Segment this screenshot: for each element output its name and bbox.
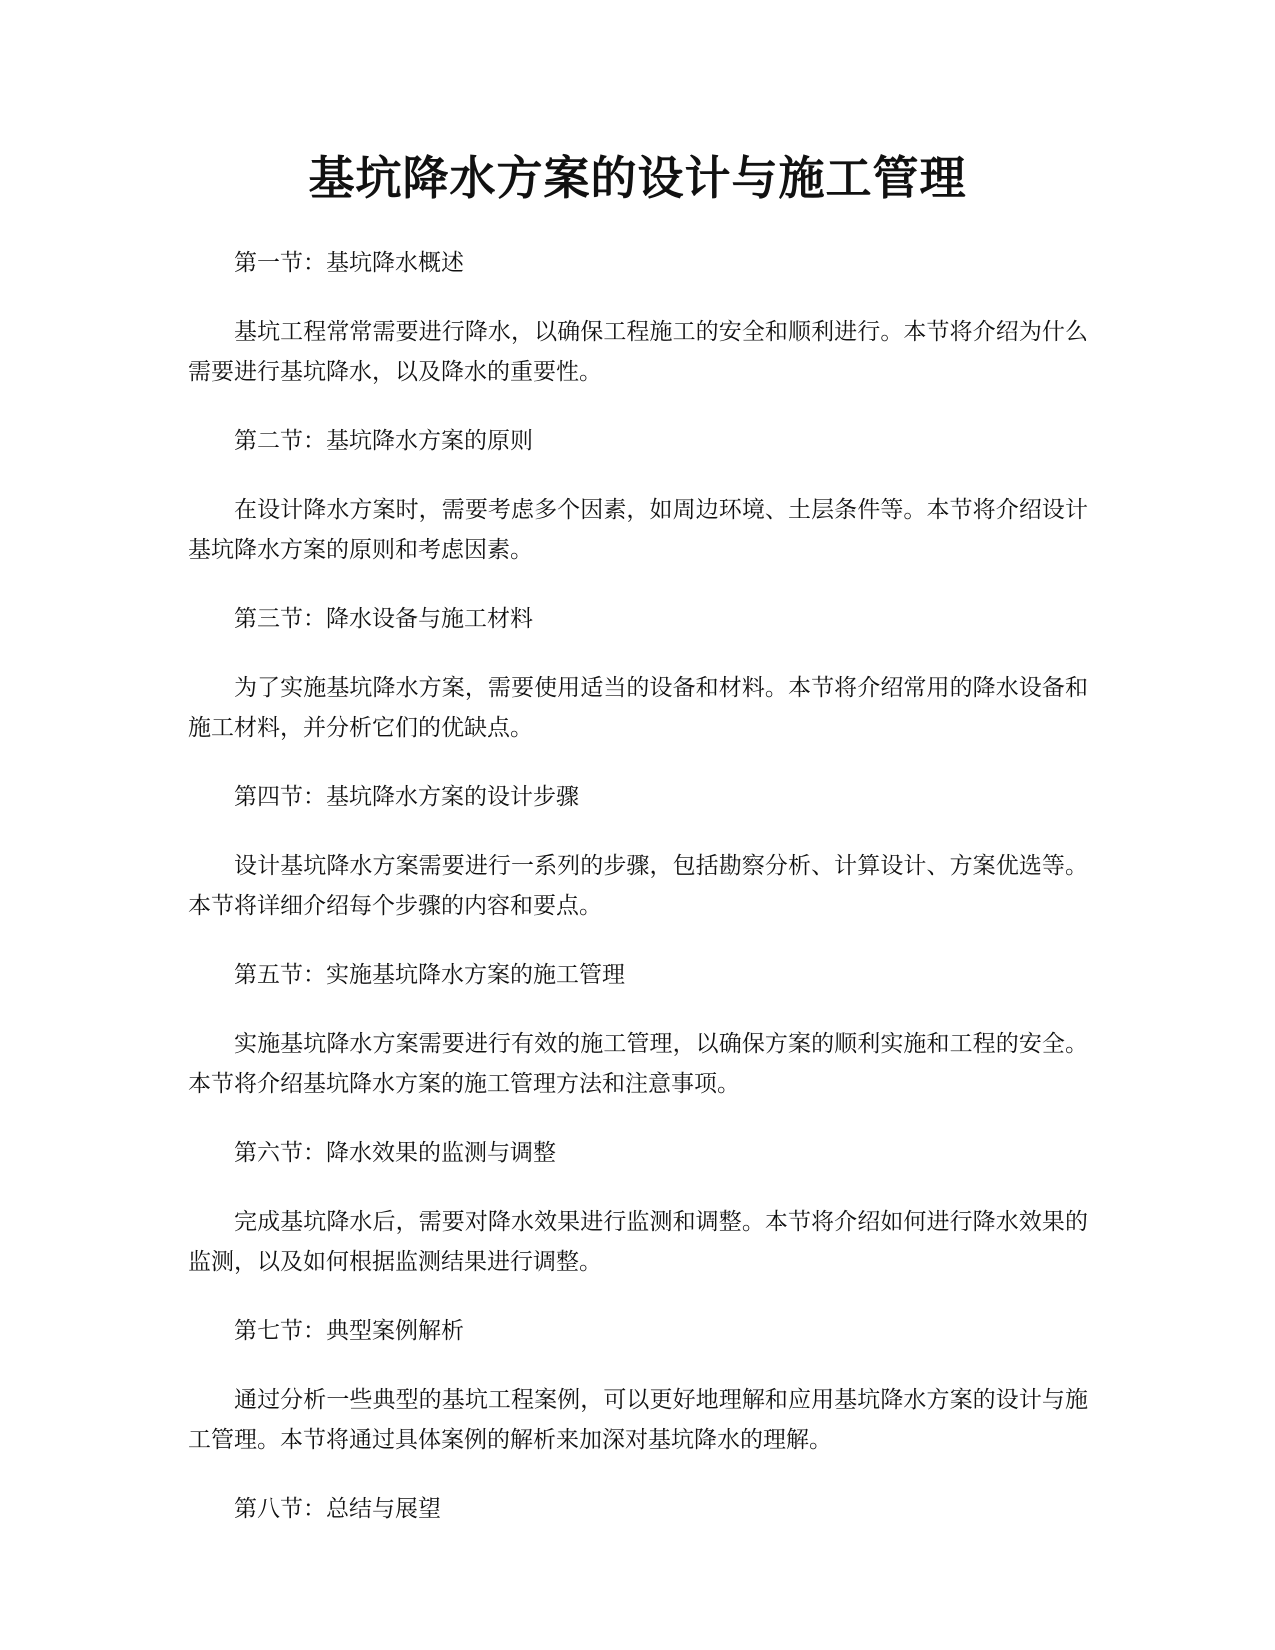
section-heading-4: 第四节：基坑降水方案的设计步骤 <box>234 784 579 810</box>
section-heading-2: 第二节：基坑降水方案的原则 <box>234 428 533 454</box>
section-heading-5: 第五节：实施基坑降水方案的施工管理 <box>234 962 625 988</box>
section-paragraph-3: 为了实施基坑降水方案，需要使用适当的设备和材料。本节将介绍常用的降水设备和施工材料，并分析它们的优缺点。 <box>188 675 1088 741</box>
section-heading-1: 第一节：基坑降水概述 <box>234 250 464 276</box>
document-body <box>188 243 1088 1558</box>
section-paragraph-5: 实施基坑降水方案需要进行有效的施工管理，以确保方案的顺利实施和工程的安全。本节将介绍基坑降水方案的施工管理方法和注意事项。 <box>188 1031 1088 1097</box>
section-heading-7: 第七节：典型案例解析 <box>234 1318 464 1344</box>
section-paragraph-2: 在设计降水方案时，需要考虑多个因素，如周边环境、土层条件等。本节将介绍设计基坑降水方案的原则和考虑因素。 <box>188 497 1088 563</box>
section-heading-8: 第八节：总结与展望 <box>234 1496 441 1522</box>
section-paragraph-4: 设计基坑降水方案需要进行一系列的步骤，包括勘察分析、计算设计、方案优选等。本节将详细介绍每个步骤的内容和要点。 <box>188 853 1088 919</box>
section-paragraph-1: 基坑工程常常需要进行降水，以确保工程施工的安全和顺利进行。本节将介绍为什么需要进行基坑降水，以及降水的重要性。 <box>188 319 1088 385</box>
section-paragraph-6: 完成基坑降水后，需要对降水效果进行监测和调整。本节将介绍如何进行降水效果的监测，以及如何根据监测结果进行调整。 <box>188 1209 1088 1275</box>
section-heading-3: 第三节：降水设备与施工材料 <box>234 606 533 632</box>
section-heading-6: 第六节：降水效果的监测与调整 <box>234 1140 556 1166</box>
section-paragraph-7: 通过分析一些典型的基坑工程案例，可以更好地理解和应用基坑降水方案的设计与施工管理。本节将通过具体案例的解析来加深对基坑降水的理解。 <box>188 1387 1088 1453</box>
document-title: 基坑降水方案的设计与施工管理 <box>308 151 967 205</box>
